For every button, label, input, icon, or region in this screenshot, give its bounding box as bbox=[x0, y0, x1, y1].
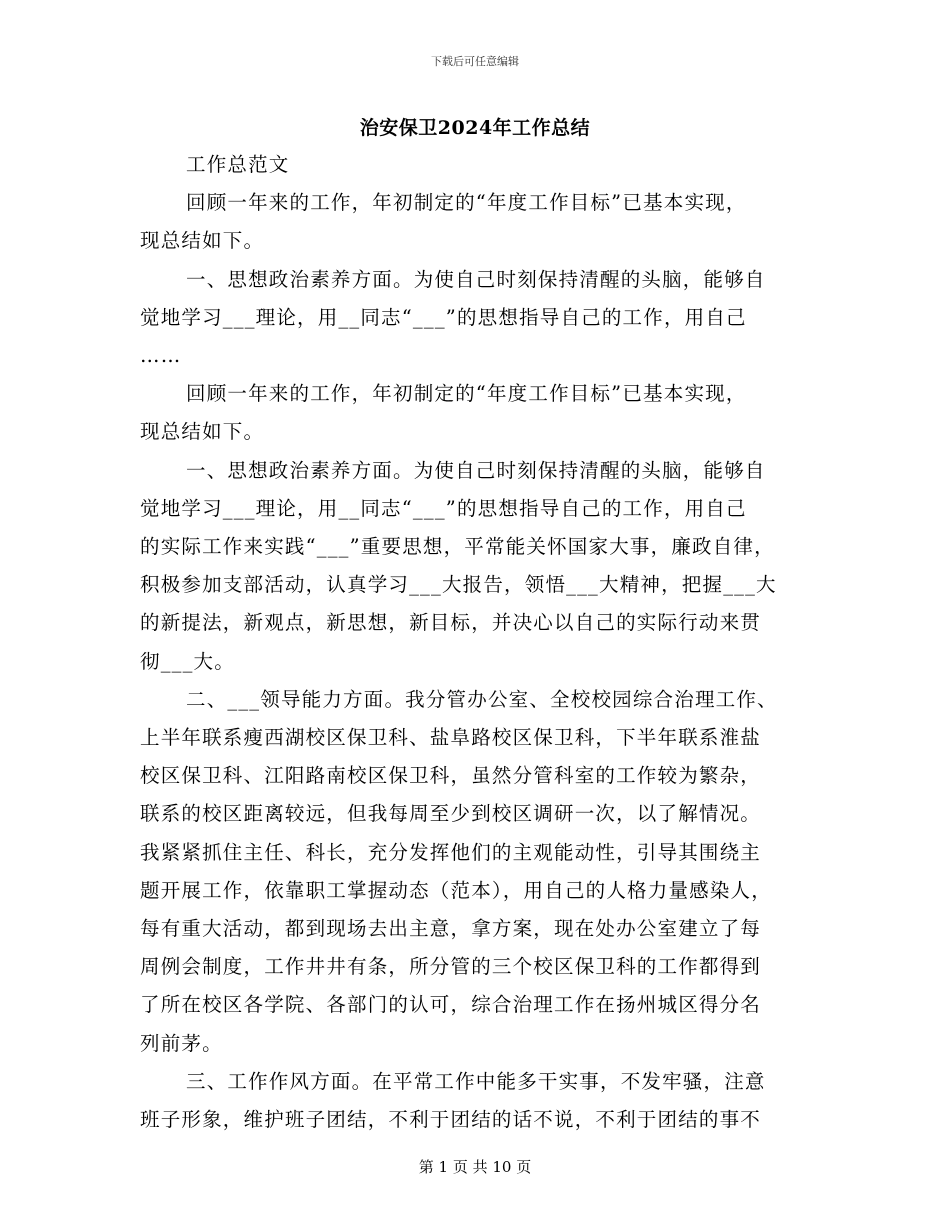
text-line: 现总结如下。 bbox=[140, 229, 265, 253]
text-line: 一、思想政治素养方面。为使自己时刻保持清醒的头脑，能够自 bbox=[186, 458, 766, 482]
text-line: 我紧紧抓住主任、科长，充分发挥他们的主观能动性，引导其围绕主 bbox=[140, 840, 762, 864]
text-line: 的实际工作来实践“___”重要思想，平常能关怀国家大事，廉政自律， bbox=[140, 535, 775, 559]
text-line: 题开展工作，依靠职工掌握动态（范本），用自己的人格力量感染人， bbox=[140, 878, 772, 902]
text-line: 班子形象，维护班子团结，不利于团结的话不说，不利于团结的事不 bbox=[140, 1108, 762, 1132]
text-line: 上半年联系瘦西湖校区保卫科、盐阜路校区保卫科，下半年联系淮盐 bbox=[140, 726, 762, 750]
text-line: 每有重大活动，都到现场去出主意，拿方案，现在处办公室建立了每 bbox=[140, 917, 762, 941]
text-line: 工作总范文 bbox=[186, 153, 290, 176]
text-line: 三、工作作风方面。在平常工作中能多干实事，不发牢骚，注意 bbox=[186, 1069, 766, 1093]
text-line: 联系的校区距离较远，但我每周至少到校区调研一次，以了解情况。 bbox=[140, 802, 762, 826]
text-line: 列前茅。 bbox=[140, 1031, 223, 1055]
text-line: 回顾一年来的工作，年初制定的“年度工作目标”已基本实现， bbox=[186, 382, 747, 406]
text-line: 觉地学习___理论，用__同志“___”的思想指导自己的工作，用自己 bbox=[140, 305, 747, 329]
text-line: 周例会制度，工作井井有条，所分管的三个校区保卫科的工作都得到 bbox=[140, 955, 762, 979]
text-line: 彻___大。 bbox=[140, 649, 235, 673]
text-line: 校区保卫科、江阳路南校区保卫科，虽然分管科室的工作较为繁杂， bbox=[140, 764, 762, 788]
text-line: 了所在校区各学院、各部门的认可，综合治理工作在扬州城区得分名 bbox=[140, 993, 762, 1017]
text-line: …… bbox=[140, 344, 182, 368]
page-indicator: 第 1 页 共 10 页 bbox=[418, 1158, 532, 1176]
text-line: 现总结如下。 bbox=[140, 420, 265, 444]
text-line: 二、___领导能力方面。我分管办公室、全校校园综合治理工作、 bbox=[186, 687, 778, 711]
text-line: 觉地学习___理论，用__同志“___”的思想指导自己的工作，用自己 bbox=[140, 496, 747, 520]
text-line: 一、思想政治素养方面。为使自己时刻保持清醒的头脑，能够自 bbox=[186, 267, 766, 291]
document-title: 治安保卫2024年工作总结 bbox=[359, 117, 591, 139]
text-line: 积极参加支部活动，认真学习___大报告，领悟___大精神，把握___大 bbox=[140, 573, 777, 597]
header-note: 下载后可任意编辑 bbox=[431, 55, 519, 68]
document-body bbox=[140, 146, 810, 1139]
text-line: 回顾一年来的工作，年初制定的“年度工作目标”已基本实现， bbox=[186, 191, 747, 215]
text-line: 的新提法，新观点，新思想，新目标，并决心以自己的实际行动来贯 bbox=[140, 611, 762, 635]
